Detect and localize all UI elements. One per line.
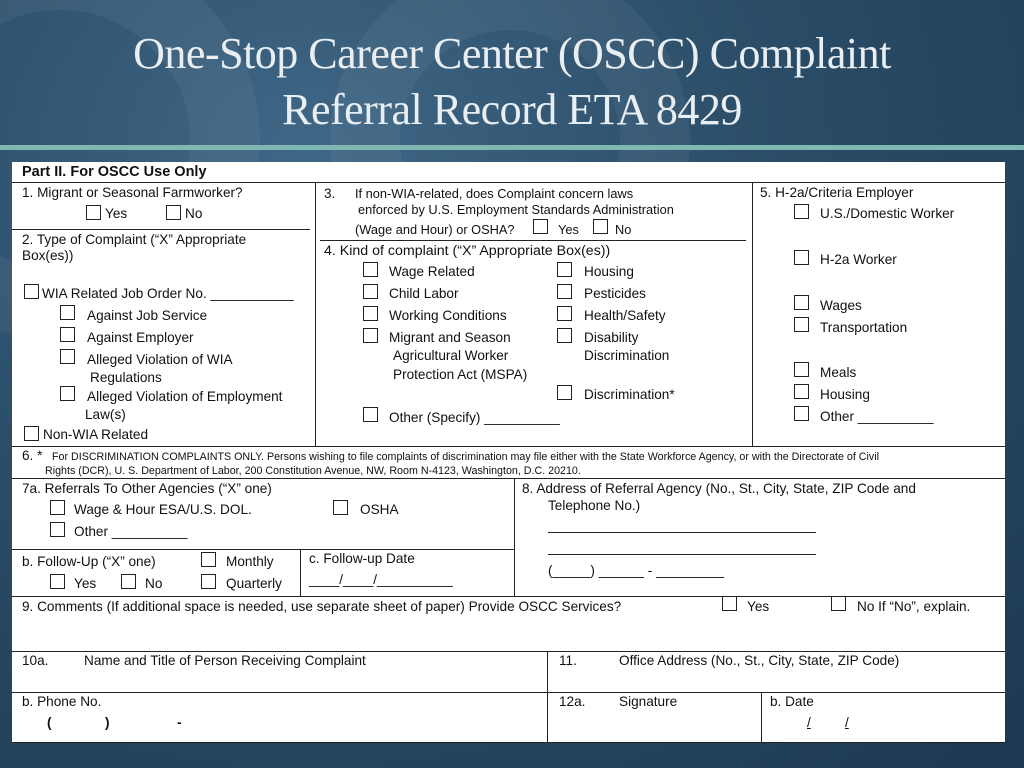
q3-text: enforced by U.S. Employment Standards Administration	[358, 202, 674, 217]
q9-no-label: No If “No”, explain.	[857, 599, 971, 614]
q4-housing-label: Housing	[584, 264, 634, 279]
quarterly-label: Quarterly	[226, 576, 282, 591]
discrimination-checkbox[interactable]	[557, 385, 572, 400]
q4-housing-checkbox[interactable]	[557, 262, 572, 277]
alleged-employment-violation-checkbox[interactable]	[60, 386, 75, 401]
meals-checkbox[interactable]	[794, 362, 809, 377]
against-employer-checkbox[interactable]	[60, 327, 75, 342]
q6-discrimination-note: Rights (DCR), U. S. Department of Labor, 200 Constitution Avenue, NW, Room N-4123, Washington, D.C. 20210.	[45, 465, 581, 477]
wia-related-label: WIA Related Job Order No. ___________	[42, 286, 294, 301]
h2a-worker-label: H-2a Worker	[820, 252, 897, 267]
date-slash: /	[845, 715, 849, 730]
mspa-label: Protection Act (MSPA)	[393, 367, 528, 382]
q3-number: 3.	[324, 186, 336, 201]
wage-hour-label: Wage & Hour ESA/U.S. DOL.	[74, 502, 252, 517]
mspa-checkbox[interactable]	[363, 328, 378, 343]
q9-yes-label: Yes	[747, 599, 770, 614]
follow-up-date-field[interactable]: ____/____/__________	[309, 572, 453, 587]
q3-yes-checkbox[interactable]	[533, 219, 548, 234]
q1-yes-label: Yes	[105, 206, 128, 221]
form-line	[12, 742, 1005, 743]
form-line	[12, 549, 514, 550]
form-line	[752, 182, 753, 446]
q10b-label: b. Phone No.	[22, 694, 102, 709]
q5-other-checkbox[interactable]	[794, 406, 809, 421]
child-labor-label: Child Labor	[389, 286, 459, 301]
alleged-employment-violation-label: Alleged Violation of Employment	[87, 389, 283, 404]
h2a-worker-checkbox[interactable]	[794, 250, 809, 265]
mspa-label: Migrant and Season	[389, 330, 511, 345]
q1-no-label: No	[185, 206, 203, 221]
q7a-label: 7a. Referrals To Other Agencies (“X” one)	[22, 481, 272, 496]
form-line	[761, 692, 762, 743]
q9-yes-checkbox[interactable]	[722, 596, 737, 611]
against-job-service-label: Against Job Service	[87, 308, 208, 323]
slide-title-line1: One-Stop Career Center (OSCC) Complaint	[133, 29, 891, 78]
form-line	[547, 651, 548, 743]
working-conditions-checkbox[interactable]	[363, 306, 378, 321]
q6-prefix: 6. *	[22, 448, 43, 463]
form-line	[12, 446, 1005, 447]
q6-discrimination-note: For DISCRIMINATION COMPLAINTS ONLY. Persons wishing to file complaints of discrimination may file either with the State Workforce Agency, or with the Directorate of Civil	[52, 451, 879, 463]
pesticides-checkbox[interactable]	[557, 284, 572, 299]
alleged-wia-violation-checkbox[interactable]	[60, 349, 75, 364]
form-line	[514, 478, 515, 596]
q11-number: 11.	[559, 653, 577, 668]
q5-housing-checkbox[interactable]	[794, 384, 809, 399]
q1-yes-checkbox[interactable]	[86, 205, 101, 220]
q8-label: 8. Address of Referral Agency (No., St., City, State, ZIP Code and	[522, 481, 916, 496]
q11-label: Office Address (No., St., City, State, ZIP Code)	[619, 653, 900, 668]
phone-dash: -	[177, 715, 182, 730]
child-labor-checkbox[interactable]	[363, 284, 378, 299]
q1-no-checkbox[interactable]	[166, 205, 181, 220]
q9-no-checkbox[interactable]	[831, 596, 846, 611]
q2-label: Box(es))	[22, 248, 74, 263]
q3-no-checkbox[interactable]	[593, 219, 608, 234]
osha-label: OSHA	[360, 502, 399, 517]
alleged-wia-violation-label: Regulations	[90, 370, 162, 385]
quarterly-checkbox[interactable]	[201, 574, 216, 589]
wage-related-checkbox[interactable]	[363, 262, 378, 277]
us-domestic-worker-checkbox[interactable]	[794, 204, 809, 219]
q7b-yes-label: Yes	[74, 576, 97, 591]
phone-paren-open: (	[47, 715, 52, 730]
q4-other-checkbox[interactable]	[363, 407, 378, 422]
slide-title-line2: Referral Record ETA 8429	[282, 85, 742, 134]
q12b-label: b. Date	[770, 694, 814, 709]
osha-checkbox[interactable]	[333, 500, 348, 515]
q5-other-label: Other __________	[820, 409, 934, 424]
q3-yes-label: Yes	[558, 222, 579, 237]
transportation-label: Transportation	[820, 320, 908, 335]
q10a-label: Name and Title of Person Receiving Complaint	[84, 653, 366, 668]
non-wia-related-label: Non-WIA Related	[43, 427, 149, 442]
phone-paren-close: )	[105, 715, 110, 730]
non-wia-related-checkbox[interactable]	[24, 426, 39, 441]
q3-text: (Wage and Hour) or OSHA?	[355, 222, 515, 237]
q4-other-label: Other (Specify) __________	[389, 410, 560, 425]
meals-label: Meals	[820, 365, 857, 380]
q7a-other-checkbox[interactable]	[50, 522, 65, 537]
discrimination-label: Discrimination*	[584, 387, 675, 402]
against-employer-label: Against Employer	[87, 330, 194, 345]
q10a-number: 10a.	[22, 653, 49, 668]
referral-phone-field[interactable]: (_____) ______ - _________	[548, 563, 725, 578]
monthly-label: Monthly	[226, 554, 274, 569]
alleged-wia-violation-label: Alleged Violation of WIA	[87, 352, 233, 367]
working-conditions-label: Working Conditions	[389, 308, 507, 323]
q7c-label: c. Follow-up Date	[309, 551, 415, 566]
form-line	[12, 692, 1005, 693]
title-divider	[0, 145, 1024, 150]
against-job-service-checkbox[interactable]	[60, 305, 75, 320]
form-line	[315, 182, 316, 446]
q12a-number: 12a.	[559, 694, 586, 709]
q7b-no-label: No	[145, 576, 163, 591]
slide-title	[0, 26, 1024, 138]
wage-related-label: Wage Related	[389, 264, 475, 279]
q12a-label: Signature	[619, 694, 678, 709]
disability-discrimination-checkbox[interactable]	[557, 328, 572, 343]
disability-discrimination-label: Disability	[584, 330, 639, 345]
form-line	[12, 651, 1005, 652]
q7b-yes-checkbox[interactable]	[50, 574, 65, 589]
q5-label: 5. H-2a/Criteria Employer	[760, 185, 914, 200]
us-domestic-worker-label: U.S./Domestic Worker	[820, 206, 955, 221]
referral-address-line-1[interactable]	[548, 518, 816, 533]
referral-address-line-2[interactable]	[548, 540, 816, 555]
disability-discrimination-label: Discrimination	[584, 348, 670, 363]
pesticides-label: Pesticides	[584, 286, 646, 301]
complaint-referral-form	[12, 162, 1005, 743]
monthly-checkbox[interactable]	[201, 552, 216, 567]
form-line	[300, 549, 301, 596]
wages-label: Wages	[820, 298, 862, 313]
alleged-employment-violation-label: Law(s)	[85, 407, 126, 422]
q1-label: 1. Migrant or Seasonal Farmworker?	[22, 185, 243, 200]
q2-label: 2. Type of Complaint (“X” Appropriate	[22, 232, 247, 247]
wage-hour-checkbox[interactable]	[50, 500, 65, 515]
part-header: Part II. For OSCC Use Only	[22, 164, 207, 180]
health-safety-label: Health/Safety	[584, 308, 666, 323]
q9-label: 9. Comments (If additional space is needed, use separate sheet of paper) Provide OSCC Services?	[22, 599, 622, 614]
q5-housing-label: Housing	[820, 387, 870, 402]
health-safety-checkbox[interactable]	[557, 306, 572, 321]
mspa-label: Agricultural Worker	[393, 348, 509, 363]
q3-no-label: No	[615, 222, 632, 237]
form-line	[12, 182, 1005, 183]
transportation-checkbox[interactable]	[794, 317, 809, 332]
q7b-label: b. Follow-Up (“X” one)	[22, 554, 156, 569]
date-slash: /	[807, 715, 811, 730]
form-line	[12, 229, 310, 230]
q8-label: Telephone No.)	[548, 498, 641, 513]
q3-text: If non-WIA-related, does Complaint concern laws	[355, 186, 634, 201]
wia-related-checkbox[interactable]	[24, 284, 39, 299]
form-line	[12, 596, 1005, 597]
form-line	[320, 240, 746, 241]
q7a-other-label: Other __________	[74, 524, 188, 539]
q4-label: 4. Kind of complaint (“X” Appropriate Box(es))	[324, 243, 611, 259]
q7b-no-checkbox[interactable]	[121, 574, 136, 589]
wages-checkbox[interactable]	[794, 295, 809, 310]
